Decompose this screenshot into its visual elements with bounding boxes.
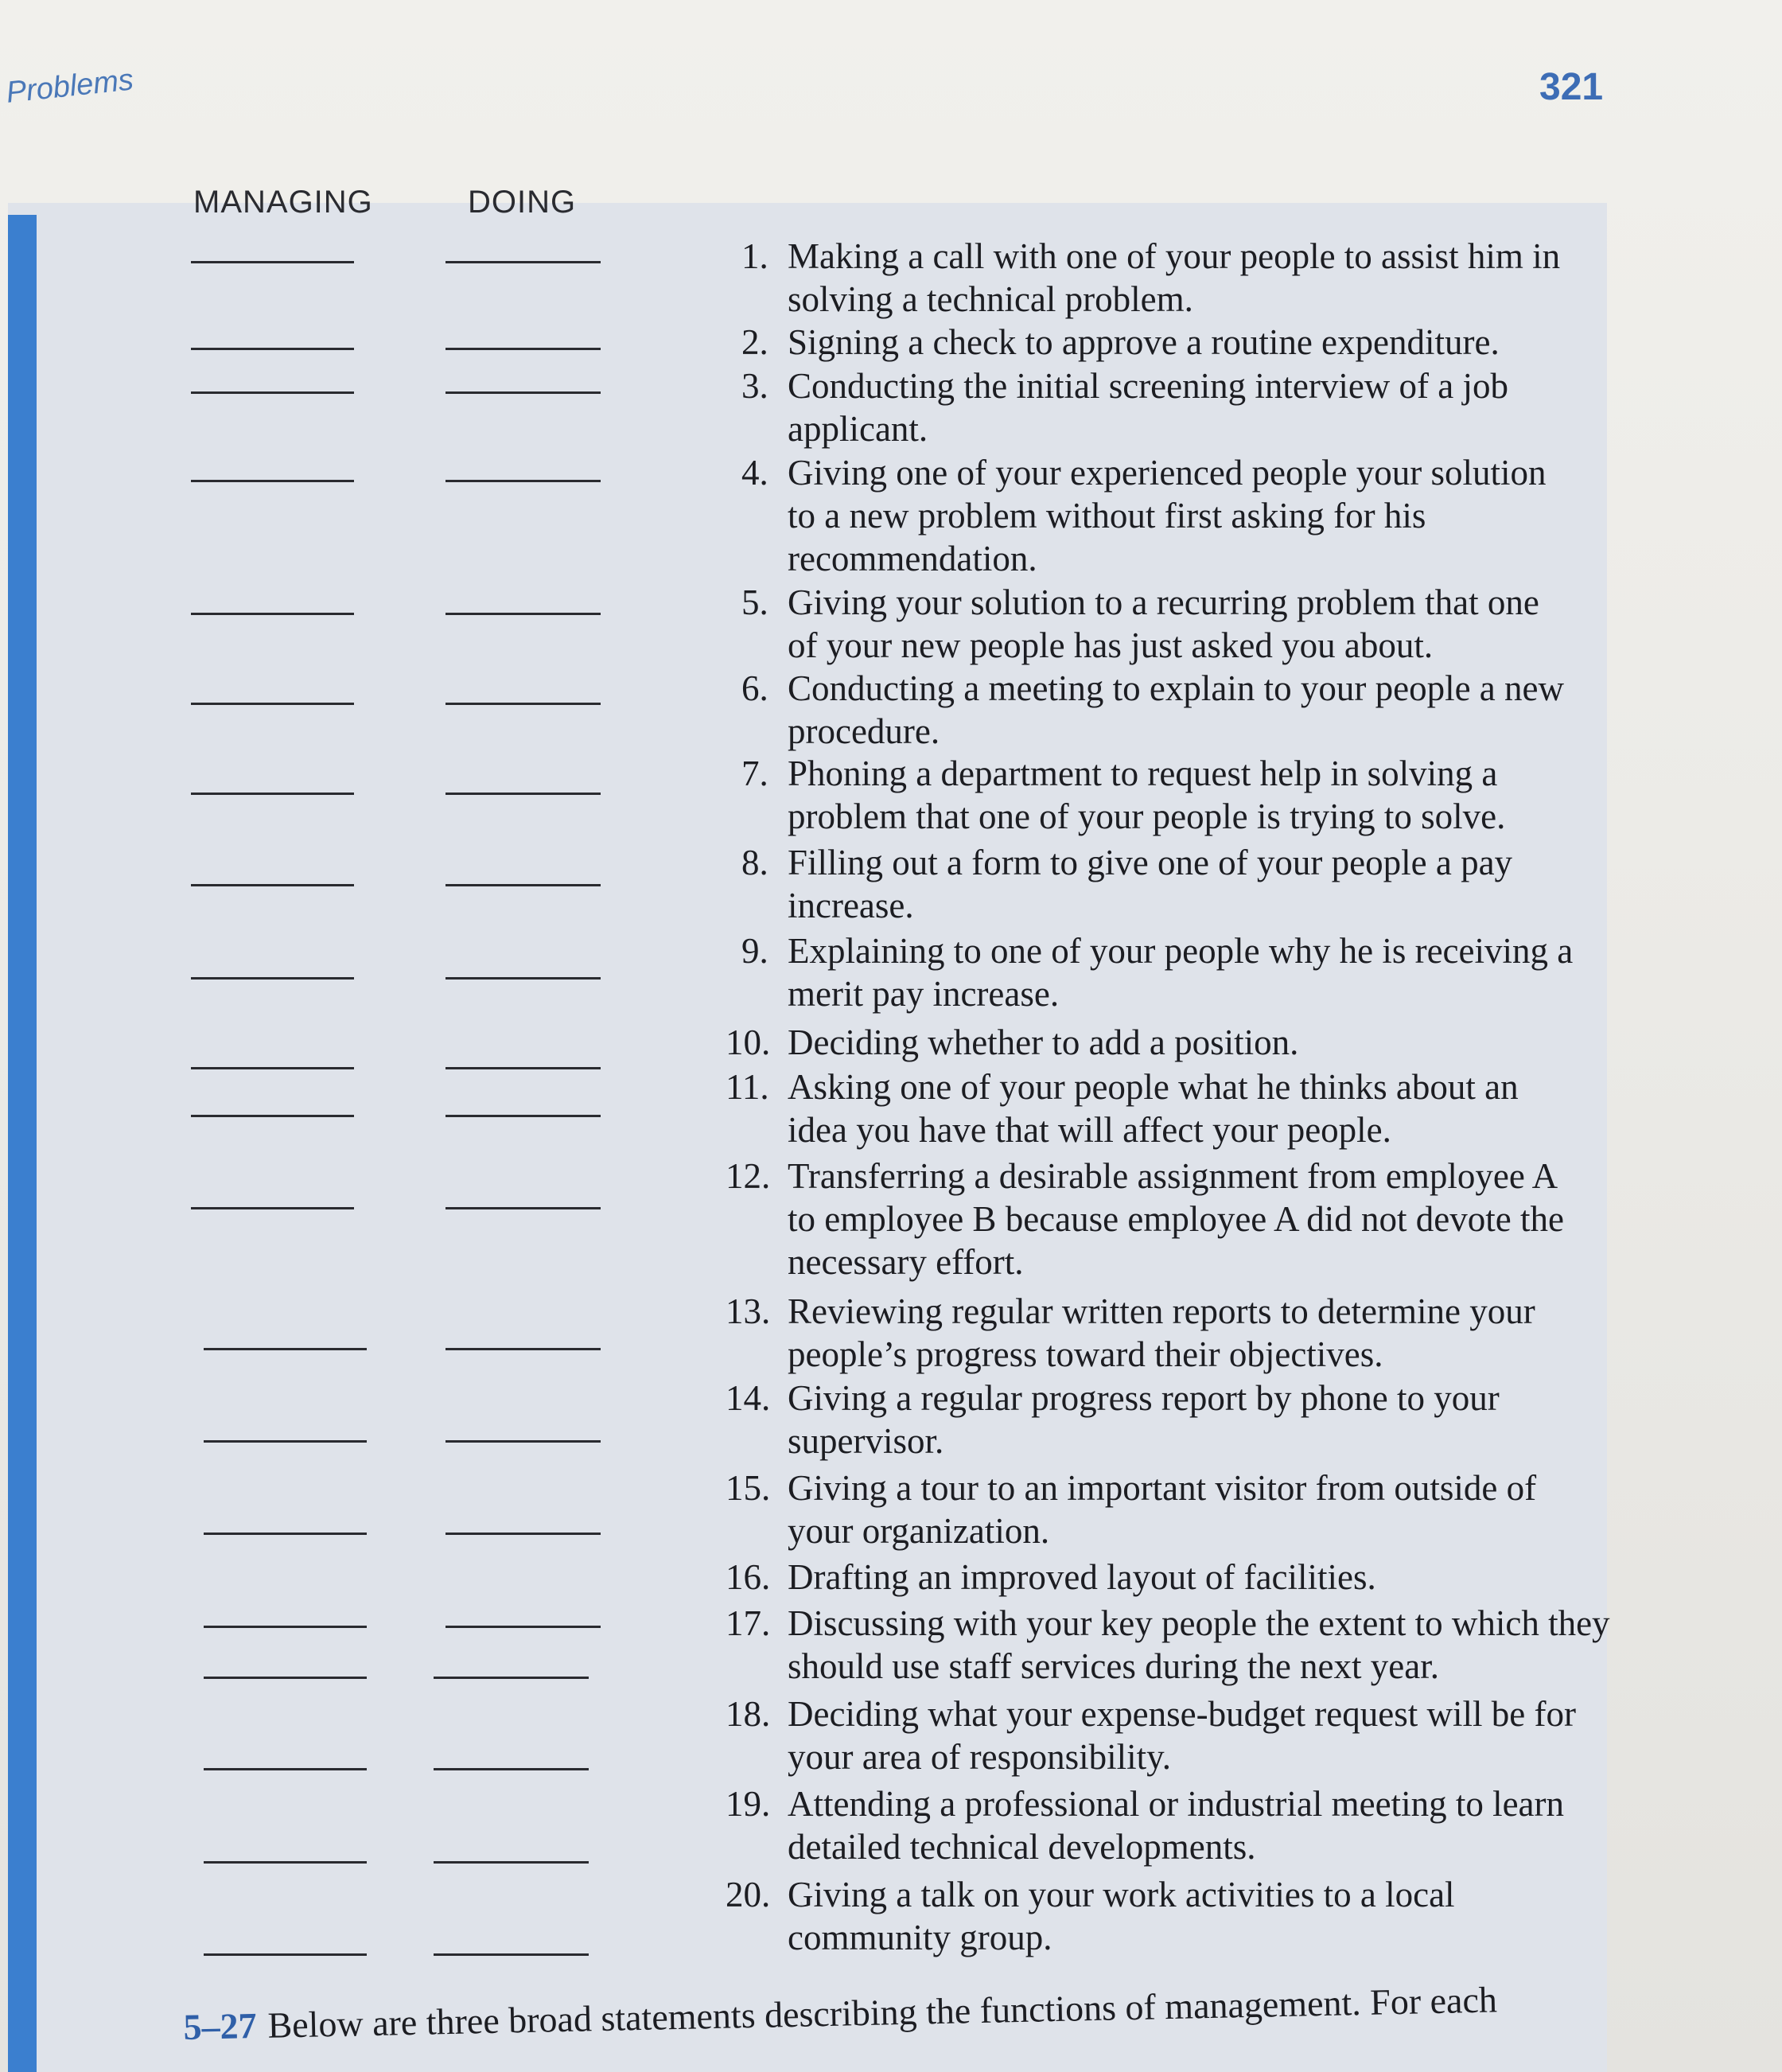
- managing-answer-blank[interactable]: [191, 261, 354, 263]
- item-text: [716, 1556, 1631, 1599]
- item-text-line: Conducting a meeting to explain to your people a new: [788, 668, 1565, 708]
- managing-answer-blank[interactable]: [204, 1348, 367, 1350]
- managing-answer-blank[interactable]: [191, 1115, 354, 1117]
- item-number: 9.: [741, 931, 768, 971]
- list-item: [716, 1155, 1631, 1283]
- item-text-line: solving a technical problem.: [788, 279, 1193, 319]
- managing-answer-blank[interactable]: [191, 884, 354, 886]
- item-text-line: Giving your solution to a recurring problem that one: [788, 582, 1539, 622]
- item-text: [716, 1377, 1631, 1462]
- item-text-line: Giving a tour to an important visitor from outside of: [788, 1468, 1537, 1508]
- item-text-line: necessary effort.: [788, 1242, 1024, 1282]
- managing-answer-blank[interactable]: [204, 1768, 367, 1770]
- list-item: [716, 451, 1631, 580]
- managing-answer-blank[interactable]: [204, 1861, 367, 1864]
- list-item: [716, 1556, 1631, 1599]
- doing-answer-blank[interactable]: [446, 391, 601, 394]
- doing-answer-blank[interactable]: [446, 793, 601, 795]
- item-text-line: of your new people has just asked you about.: [788, 625, 1434, 665]
- managing-answer-blank[interactable]: [191, 391, 354, 394]
- managing-answer-blank[interactable]: [191, 977, 354, 980]
- doing-answer-blank[interactable]: [446, 703, 601, 705]
- item-number: 1.: [741, 236, 768, 276]
- managing-answer-blank[interactable]: [191, 613, 354, 615]
- item-text: [716, 1692, 1631, 1778]
- doing-answer-blank[interactable]: [434, 1953, 589, 1956]
- item-text-line: Signing a check to approve a routine expenditure.: [788, 322, 1500, 362]
- managing-answer-blank[interactable]: [191, 703, 354, 705]
- item-text-line: Reviewing regular written reports to determine your: [788, 1291, 1535, 1331]
- item-text: [716, 1602, 1631, 1688]
- item-text-line: merit pay increase.: [788, 974, 1060, 1014]
- item-text-line: idea you have that will affect your people.: [788, 1110, 1391, 1150]
- page-number: 321: [1539, 66, 1604, 108]
- list-item: [716, 1290, 1631, 1376]
- item-number: 18.: [726, 1694, 771, 1734]
- list-item: [716, 1466, 1631, 1552]
- section-color-bar: [8, 215, 37, 2072]
- item-number: 20.: [726, 1875, 771, 1914]
- item-number: 13.: [726, 1291, 771, 1331]
- list-item: [716, 667, 1631, 753]
- item-text: [716, 929, 1631, 1015]
- item-text: [716, 841, 1631, 927]
- item-text: [716, 1873, 1631, 1959]
- list-item: [716, 1873, 1631, 1959]
- managing-answer-blank[interactable]: [204, 1533, 367, 1535]
- item-text-line: supervisor.: [788, 1421, 944, 1461]
- item-text: [716, 1782, 1631, 1868]
- item-text-line: Giving one of your experienced people your solution: [788, 453, 1547, 493]
- item-text-line: Phoning a department to request help in solving a: [788, 754, 1498, 793]
- item-text-line: to a new problem without first asking for his: [788, 496, 1426, 536]
- item-text: [716, 1466, 1631, 1552]
- item-number: 3.: [741, 366, 768, 406]
- item-text: [716, 752, 1631, 838]
- doing-answer-blank[interactable]: [446, 884, 601, 886]
- item-text-line: Deciding whether to add a position.: [788, 1022, 1299, 1062]
- managing-answer-blank[interactable]: [204, 1440, 367, 1443]
- item-text: [716, 1155, 1631, 1283]
- doing-answer-blank[interactable]: [446, 977, 601, 980]
- item-number: 14.: [726, 1378, 771, 1418]
- item-text-line: Conducting the initial screening interview of a job: [788, 366, 1509, 406]
- item-text: [716, 1021, 1631, 1064]
- managing-column-header: MANAGING: [193, 185, 373, 220]
- item-number: 11.: [726, 1067, 769, 1107]
- list-item: [716, 364, 1631, 450]
- list-item: [716, 929, 1631, 1015]
- item-number: 19.: [726, 1784, 771, 1824]
- list-item: [716, 321, 1631, 364]
- item-text-line: Attending a professional or industrial meeting to learn: [788, 1784, 1565, 1824]
- doing-answer-blank[interactable]: [446, 1348, 601, 1350]
- item-text-line: Giving a regular progress report by phone to your: [788, 1378, 1500, 1418]
- list-item: [716, 581, 1631, 667]
- doing-answer-blank[interactable]: [446, 480, 601, 482]
- doing-answer-blank[interactable]: [446, 1533, 601, 1535]
- item-text-line: people’s progress toward their objectives.: [788, 1334, 1383, 1374]
- problem-statement: Below are three broad statements describing the functions of management. For each: [267, 1979, 1498, 2046]
- item-text-line: procedure.: [788, 711, 940, 751]
- item-text-line: your area of responsibility.: [788, 1737, 1171, 1777]
- item-text-line: community group.: [788, 1918, 1052, 1957]
- managing-answer-blank[interactable]: [191, 348, 354, 350]
- managing-answer-blank[interactable]: [204, 1626, 367, 1628]
- doing-answer-blank[interactable]: [446, 261, 601, 263]
- doing-answer-blank[interactable]: [446, 348, 601, 350]
- item-text-line: recommendation.: [788, 539, 1037, 578]
- doing-column-header: DOING: [468, 185, 577, 220]
- doing-answer-blank[interactable]: [446, 1115, 601, 1117]
- item-text-line: Deciding what your expense-budget request will be for: [788, 1694, 1576, 1734]
- managing-answer-blank[interactable]: [204, 1953, 367, 1956]
- item-text: [716, 235, 1631, 321]
- item-text-line: Discussing with your key people the extent to which they: [788, 1603, 1610, 1643]
- item-text-line: Making a call with one of your people to assist him in: [788, 236, 1561, 276]
- item-text-line: problem that one of your people is trying to solve.: [788, 796, 1506, 836]
- list-item: [716, 752, 1631, 838]
- list-item: [716, 1021, 1631, 1064]
- list-item: [716, 1782, 1631, 1868]
- running-head: Problems: [4, 63, 135, 110]
- item-text-line: Drafting an improved layout of facilities.: [788, 1557, 1376, 1597]
- item-number: 17.: [726, 1603, 771, 1643]
- item-text-line: to employee B because employee A did not devote the: [788, 1199, 1564, 1239]
- item-number: 16.: [726, 1557, 771, 1597]
- managing-answer-blank[interactable]: [191, 1067, 354, 1069]
- item-text: [716, 451, 1631, 580]
- item-text-line: Transferring a desirable assignment from employee A: [788, 1156, 1558, 1196]
- item-text: [716, 1290, 1631, 1376]
- item-number: 10.: [726, 1022, 771, 1062]
- item-text-line: detailed technical developments.: [788, 1827, 1256, 1867]
- list-item: [716, 235, 1631, 321]
- item-number: 5.: [741, 582, 768, 622]
- list-item: [716, 1602, 1631, 1688]
- item-text: [716, 364, 1631, 450]
- list-item: [716, 1692, 1631, 1778]
- list-item: [716, 1377, 1631, 1462]
- item-text-line: applicant.: [788, 409, 928, 449]
- item-text-line: your organization.: [788, 1511, 1050, 1551]
- item-text-line: increase.: [788, 886, 914, 925]
- managing-answer-blank[interactable]: [191, 1207, 354, 1209]
- item-text-line: Asking one of your people what he thinks about an: [788, 1067, 1519, 1107]
- item-text-line: should use staff services during the next year.: [788, 1646, 1439, 1686]
- item-text: [716, 1065, 1631, 1151]
- item-text-line: Filling out a form to give one of your people a pay: [788, 843, 1513, 882]
- item-text-line: Giving a talk on your work activities to a local: [788, 1875, 1455, 1914]
- doing-answer-blank[interactable]: [446, 1626, 601, 1628]
- item-number: 4.: [741, 453, 768, 493]
- doing-answer-blank[interactable]: [434, 1768, 589, 1770]
- item-number: 6.: [741, 668, 768, 708]
- problem-number: 5–27: [183, 2005, 258, 2047]
- doing-answer-blank[interactable]: [434, 1861, 589, 1864]
- item-text: [716, 581, 1631, 667]
- item-text-line: Explaining to one of your people why he is receiving a: [788, 931, 1574, 971]
- item-text: [716, 321, 1631, 364]
- managing-answer-blank[interactable]: [191, 793, 354, 795]
- doing-answer-blank[interactable]: [446, 1440, 601, 1443]
- managing-answer-blank[interactable]: [204, 1677, 367, 1679]
- item-number: 12.: [726, 1156, 771, 1196]
- item-text: [716, 667, 1631, 753]
- doing-answer-blank[interactable]: [446, 1207, 601, 1209]
- item-number: 7.: [741, 754, 768, 793]
- item-number: 8.: [741, 843, 768, 882]
- doing-answer-blank[interactable]: [446, 1067, 601, 1069]
- doing-answer-blank[interactable]: [434, 1677, 589, 1679]
- managing-answer-blank[interactable]: [191, 480, 354, 482]
- list-item: [716, 1065, 1631, 1151]
- item-number: 2.: [741, 322, 768, 362]
- item-number: 15.: [726, 1468, 771, 1508]
- list-item: [716, 841, 1631, 927]
- doing-answer-blank[interactable]: [446, 613, 601, 615]
